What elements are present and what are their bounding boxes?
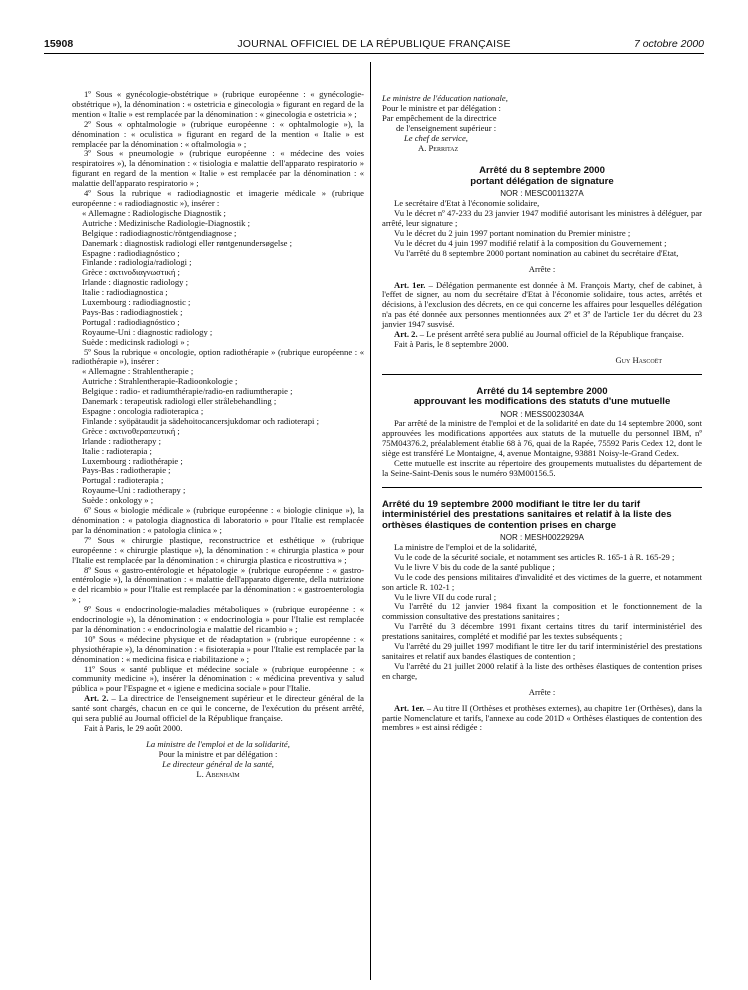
list-item: Luxembourg : radiothérapie ;	[82, 455, 183, 466]
list-item: Irlande : radiotherapy ;	[82, 435, 161, 446]
journal-title: JOURNAL OFFICIEL DE LA RÉPUBLIQUE FRANÇAISE	[237, 38, 511, 50]
column-divider	[370, 62, 371, 980]
paragraph: Vu le décret du 2 juin 1997 portant nomination du Premier ministre ;	[394, 227, 631, 238]
list-item: Luxembourg : radiodiagnostic ;	[82, 297, 191, 308]
signature-impediment-cont: de l'enseignement supérieur :	[396, 122, 497, 133]
paragraph: 10º Sous « médecine physique et de réadaptation » (rubrique européenne : « physiothérapie »), la dénomination : « fisioterapia » pour l'Italie est remplacée par la dénomination : « medicina fisica e riabilitazione » ;	[72, 633, 364, 664]
list-item: Espagne : radiodiagnóstico ;	[82, 247, 180, 258]
article-label: Art. 1er.	[394, 279, 426, 290]
paragraph: 2º Sous « ophtalmologie » (rubrique européenne : « ophtalmologie »), la dénomination : « oculistica » figurant en regard de la mention « Italie » est remplacée par la dénomination : « oftalmologia » ;	[72, 118, 364, 149]
signature-role: Le chef de service,	[404, 132, 468, 143]
paragraph: Vu le décret du 4 juin 1997 modifié relatif à la composition du Gouvernement ;	[394, 237, 667, 248]
done-at: Fait à Paris, le 8 septembre 2000.	[394, 338, 509, 349]
signature-delegation: Pour le ministre et par délégation :	[382, 102, 501, 113]
right-column	[382, 94, 702, 733]
page-header	[44, 38, 704, 52]
paragraph: 7º Sous « chirurgie plastique, reconstructrice et esthétique » (rubrique européenne : « chirurgie plastique »), la dénomination : « chirurgia plastica » pour l'Italie est remplacée par la dénomination : « chirurgia plastica e ricostruttiva » ;	[72, 534, 364, 565]
paragraph: 11º Sous « santé publique et médecine sociale » (rubrique européenne : « community medicine »), insérer la dénomination : « médicina preventiva y salud pública » pour l'Espagne et « igiene e medicina sociale » pour l'Italie.	[72, 663, 364, 694]
nor-reference: NOR : MESC0011327A	[500, 189, 584, 199]
list-item: Portugal : radioterapia ;	[82, 475, 164, 486]
article-label: Art. 2.	[84, 693, 109, 704]
signature-minister: Le ministre de l'éducation nationale,	[382, 93, 508, 103]
title-line: portant délégation de signature	[470, 175, 614, 187]
arrete-title-delegation	[382, 166, 702, 187]
paragraph: Vu l'arrêté du 3 décembre 1991 fixant certains titres du tarif interministériel des prestations sanitaires, complété et modifié par les textes subséquents ;	[382, 621, 702, 642]
list-item: Suède : onkology » ;	[82, 495, 154, 506]
list-item: Italie : radioterapia ;	[82, 445, 152, 456]
paragraph: 6º Sous « biologie médicale » (rubrique européenne : « biologie clinique »), la dénomination : « patologia diagnostica di laboratorio » pour l'Italie est remplacée par la dénomination : « patologia clinica » ;	[72, 505, 364, 535]
list-item: Grèce : ακτινοθεραπευτική ;	[82, 425, 180, 436]
paragraph: Vu l'arrêté du 8 septembre 2000 portant nomination au cabinet du secrétaire d'Etat,	[394, 247, 679, 258]
list-item: Irlande : diagnostic radiology ;	[82, 277, 188, 288]
nor-reference: NOR : MESS0023034A	[500, 409, 584, 419]
article-2	[72, 694, 364, 724]
arrete-heading: Arrête :	[528, 686, 556, 697]
paragraph: 1º Sous « gynécologie-obstétrique » (rubrique européenne : « gynécologie-obstétrique »), la dénomination : « ostetricia e ginecologia » figurant en regard de la mention « Italie » est remplacée par la dénomination : « ginecologia e ostetricia » ;	[72, 89, 364, 119]
header-rule	[44, 53, 704, 54]
signature-delegation: Pour la ministre et par délégation :	[158, 748, 278, 759]
paragraph: Vu l'arrêté du 12 janvier 1984 fixant la composition et le fonctionnement de la commission consultative des prestations sanitaires ;	[382, 601, 702, 622]
list-item: Finlande : radiologia/radiologi ;	[82, 257, 192, 268]
list-item: Italie : radiodiagnostica ;	[82, 287, 168, 298]
paragraph: Vu le code de la sécurité sociale, et notamment ses articles R. 165-1 à R. 165-29 ;	[394, 551, 675, 562]
paragraph: Vu l'arrêté du 21 juillet 2000 relatif à la liste des orthèses élastiques de contention prises en charge,	[382, 660, 702, 681]
list-item: Suède : medicinsk radiologi » ;	[82, 336, 190, 347]
list-item: Royaume-Uni : diagnostic radiology ;	[82, 326, 213, 337]
section-separator	[382, 374, 702, 375]
list-item: Pays-Bas : radiotherapie ;	[82, 465, 171, 476]
arrete-heading: Arrête :	[528, 263, 556, 274]
title-line: approuvant les modifications des statuts d'une mutuelle	[413, 396, 671, 408]
article-label: Art. 1er.	[394, 702, 425, 713]
list-item: Danemark : terapeutisk radiologi eller strålebehandling ;	[82, 396, 277, 407]
list-item: Finlande : syöpätaudit ja sädehoitocancersjukdomar och radioterapi ;	[82, 415, 319, 426]
signature-name: L. Abenhaïm	[196, 768, 240, 779]
article-text: – Le présent arrêté sera publié au Journal officiel de la République française.	[417, 329, 684, 340]
paragraph: Cette mutuelle est inscrite au répertoire des groupements mutualistes du département de la Seine-Saint-Denis sous le numéro 93M00156.5.	[382, 458, 702, 478]
list-item: Portugal : radiodiagnóstico ;	[82, 316, 180, 327]
nor-reference: NOR : MESH0022929A	[499, 533, 585, 543]
signature-name: A. Perritaz	[418, 142, 459, 153]
paragraph: Vu le code des pensions militaires d'invalidité et des victimes de la guerre, et notamment son article R. 102-1 ;	[382, 571, 702, 592]
article-1	[382, 704, 702, 734]
issue-date: 7 octobre 2000	[633, 38, 704, 50]
signature-minister: La ministre de l'emploi et de la solidarité,	[146, 738, 290, 749]
paragraph: Vu le livre VII du code rural ;	[394, 591, 497, 602]
list-item: « Allemagne : Strahlentherapie ;	[82, 366, 194, 377]
list-item: Royaume-Uni : radiotherapy ;	[82, 485, 186, 496]
section-separator	[382, 487, 702, 488]
country-list-radiodiagnostic	[72, 209, 364, 348]
list-item: Belgique : radio- et radiumthérapie/radio-en radiumtherapie ;	[82, 386, 293, 397]
signature-impediment: Par empêchement de la directrice	[382, 112, 497, 123]
list-item: Espagne : oncologia radioterapica ;	[82, 406, 204, 416]
list-item: Autriche : Medizinische Radiologie-Diagnostik ;	[82, 217, 251, 228]
paragraph: 8º Sous « gastro-entérologie et hépatologie » (rubrique européenne : « gastro-entérologie »), la dénomination : « malattie dell'apparato digerente, della nutrizione e del ricambio » pour l'Italie est remplacée par la dénomination : « gastroenterologia » ;	[72, 564, 364, 605]
page-number: 15908	[44, 38, 74, 50]
paragraph: Vu l'arrêté du 29 juillet 1997 modifiant le titre Ier du tarif interministériel des prestations sanitaires et relatif aux bandes élastiques de contention ;	[382, 641, 702, 661]
title-line: Arrêté du 14 septembre 2000	[476, 385, 608, 397]
list-item: Danemark : diagnostisk radiologi eller røntgenundersøgelse ;	[82, 237, 293, 248]
left-column	[72, 90, 364, 780]
paragraph: 3º Sous « pneumologie » (rubrique européenne : « médecine des voies respiratoires »), la dénomination : « tisiologia e malattie dell'apparato respiratorio » figurant en regard de la mention « Italie » est remplacée par la dénomination : « malattie dell'apparato respiratorio » ;	[72, 148, 364, 189]
done-at: Fait à Paris, le 29 août 2000.	[84, 723, 183, 733]
arrete-title-mutuelle	[382, 387, 702, 408]
paragraph: La ministre de l'emploi et de la solidarité,	[394, 542, 537, 553]
list-item: Autriche : Strahlentherapie-Radioonkologie ;	[82, 376, 238, 387]
list-item: Pays-Bas : radiodiagnostiek ;	[82, 306, 183, 317]
paragraph: Vu le décret nº 47-233 du 23 janvier 1947 modifié autorisant les ministres à déléguer, par arrêté, leur signature ;	[382, 208, 702, 228]
signature-name: Guy Hascoët	[615, 354, 662, 365]
article-text: – Au titre II (Orthèses et prothèses externes), au chapitre 1er (Orthèses), dans la partie Nomenclature et tarifs, l'annexe au code 201D « Orthèses élastiques de contention des membres » est ainsi rédigée :	[382, 702, 702, 733]
article-label: Art. 2.	[394, 329, 418, 340]
article-text: – La directrice de l'enseignement supérieur et le directeur général de la santé sont chargés, chacun en ce qui le concerne, de l'exécution du présent arrêté, qui sera publié au Journal officiel de la République française.	[72, 693, 364, 724]
signature-role: Le directeur général de la santé,	[162, 758, 274, 769]
list-item: Belgique : radiodiagnostic/röntgendiagnose ;	[82, 227, 237, 238]
article-1	[382, 281, 702, 331]
title-line: Arrêté du 8 septembre 2000	[479, 165, 605, 177]
arrete-title-tarif: Arrêté du 19 septembre 2000 modifiant le titre Ier du tarif interministériel des prestations sanitaires et relatif à la liste des orthèses élastiques de contention prises en charge	[382, 498, 672, 531]
country-list-radiotherapie	[72, 367, 364, 506]
list-item: « Allemagne : Radiologische Diagnostik ;	[82, 207, 226, 218]
paragraph: 5º Sous la rubrique « oncologie, option radiothérapie » (rubrique européenne : « radiothérapie »), insérer :	[72, 346, 364, 367]
paragraph: 4º Sous la rubrique « radiodiagnostic et imagerie médicale » (rubrique européenne : « radiodiagnostic »), insérer :	[72, 188, 364, 208]
paragraph: Vu le livre V bis du code de la santé publique ;	[394, 561, 555, 572]
article-text: – Délégation permanente est donnée à M. François Marty, chef de cabinet, à l'effet de signer, au nom du secrétaire d'Etat à l'économie solidaire, tous actes, arrêtés et décisions, à l'exclusion des décrets, en ce qui concerne les affaires pour lesquelles délégation n'a pas été donnée aux personnes mentionnées aux 2º et 3º de l'article 1er du décret du 23 janvier 1947 susvisé.	[382, 279, 703, 330]
paragraph: 9º Sous « endocrinologie-maladies métaboliques » (rubrique européenne : « endocrinologie »), la dénomination : « endocrinologia » pour l'Italie est remplacée par la dénomination : « endocrinologia e malattie del ricambio » ;	[72, 604, 364, 634]
paragraph: Par arrêté de la ministre de l'emploi et de la solidarité en date du 14 septembre 2000, sont approuvées les modifications apportées aux statuts de la mutuelle du personnel IBM, nº 75M04376.2, préalablement établie 68 à 76, quai de la Rapée, 75592 Paris Cedex 12, dont le siège est transféré Le Montaigne, 4, avenue Montaigne, 93881 Noisy-le-Grand Cedex.	[382, 418, 702, 459]
list-item: Grèce : ακτινοδιαγνωστική ;	[82, 267, 180, 278]
paragraph: Le secrétaire d'Etat à l'économie solidaire,	[394, 198, 540, 209]
